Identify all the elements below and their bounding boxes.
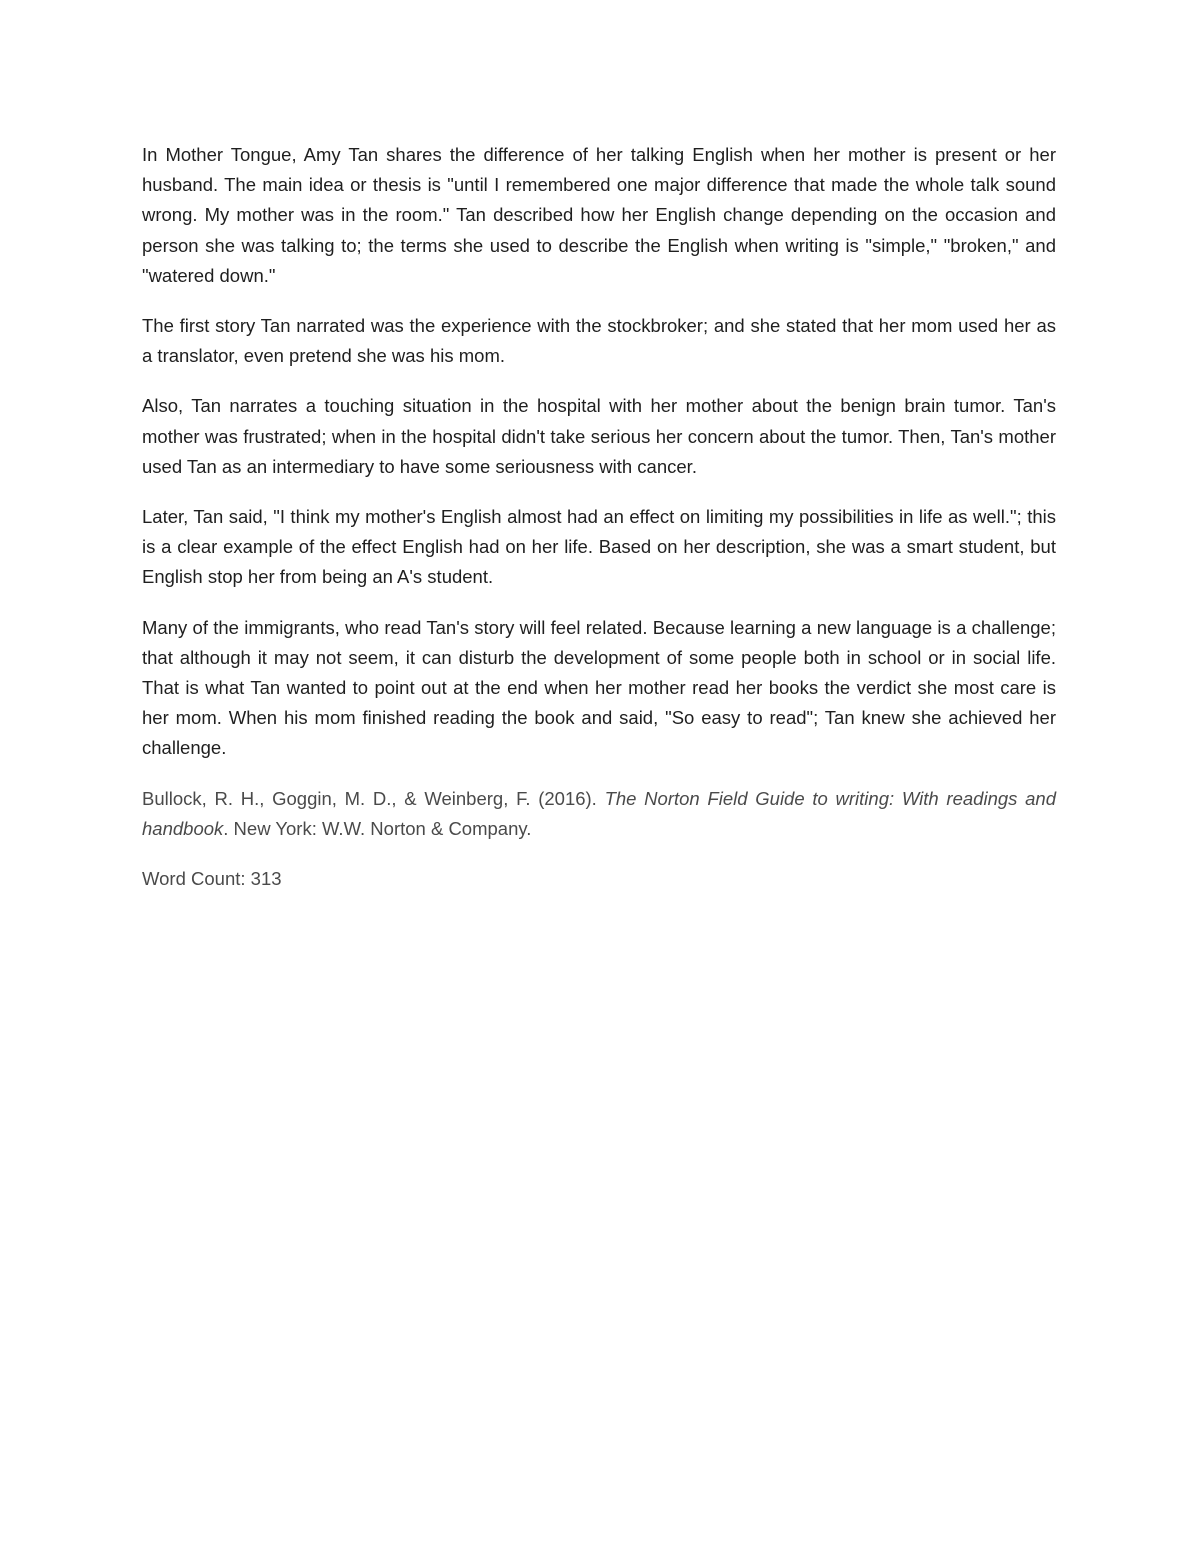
paragraph-4: Later, Tan said, "I think my mother's English almost had an effect on limiting my possibilities in life as well."; this is a clear example of the effect English had on her life. Based on her description, she was a smart student, but English stop her from being an A's student. <box>142 506 1056 588</box>
reference-publisher: . New York: W.W. Norton & Company. <box>223 817 532 839</box>
paragraph-5: Many of the immigrants, who read Tan's story will feel related. Because learning a new language is a challenge; that although it may not seem, it can disturb the development of some people both in school or in social life. That is what Tan wanted to point out at the end when her mother read her books the verdict she most care is her mom. When his mom finished reading the book and said, "So easy to read"; Tan knew she achieved her challenge. <box>142 616 1056 759</box>
paragraph-3: Also, Tan narrates a touching situation in the hospital with her mother about the benign brain tumor. Tan's mother was frustrated; when in the hospital didn't take serious her concern about the tumor. Then, Tan's mother used Tan as an intermediary to have some seriousness with cancer. <box>142 395 1056 477</box>
reference-authors: Bullock, R. H., Goggin, M. D., & Weinberg, F. (2016). <box>142 787 605 809</box>
paragraph-2: The first story Tan narrated was the experience with the stockbroker; and she stated that her mom used her as a translator, even pretend she was his mom. <box>142 315 1056 367</box>
word-count: Word Count: 313 <box>142 868 282 890</box>
reference-title: The Norton Field Guide to writing: With readings and handbook <box>142 787 1056 839</box>
reference-citation <box>142 784 1056 844</box>
paragraph-1: In Mother Tongue, Amy Tan shares the difference of her talking English when her mother is present or her husband. The main idea or thesis is "until I remembered one major difference that made the whole talk sound wrong. My mother was in the room." Tan described how her English change depending on the occasion and person she was talking to; the terms she used to describe the English when writing is "simple," "broken," and "watered down." <box>142 144 1056 286</box>
document-body <box>142 140 1056 894</box>
